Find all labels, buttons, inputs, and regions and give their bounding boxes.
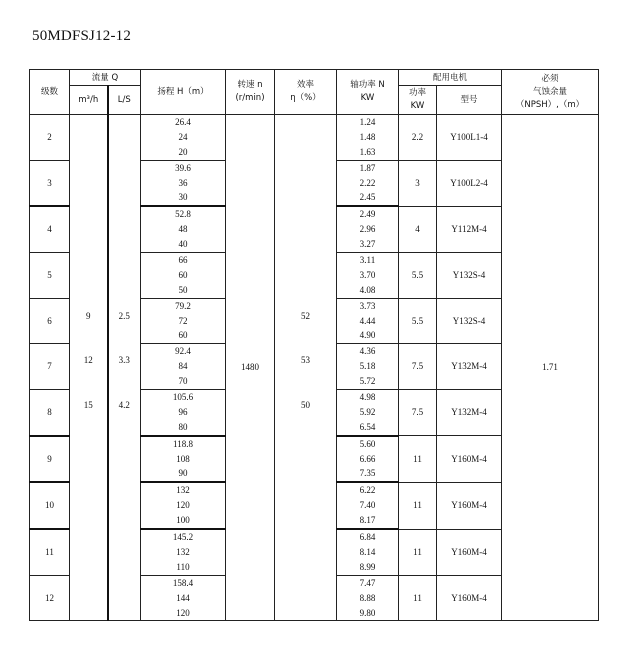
motor-model-cell: Y100L2-4 <box>437 160 502 206</box>
stage-cell: 6 <box>30 298 70 344</box>
head-cell-values <box>141 437 225 482</box>
table-row <box>30 115 599 161</box>
head-cell-value: 52.8 <box>175 209 191 220</box>
shaft-power-cell-value: 4.08 <box>359 284 376 295</box>
shaft-power-cell <box>337 529 399 575</box>
head-cell <box>141 344 226 390</box>
shaft-power-cell-value: 8.17 <box>359 515 376 526</box>
shaft-power-cell-value: 4.98 <box>359 392 376 403</box>
head-cell-value: 36 <box>178 177 188 188</box>
header-flow-ls: L/S <box>108 86 141 115</box>
header-shaft-power-label: 轴功率 N <box>350 80 385 90</box>
head-cell <box>141 390 226 436</box>
head-cell-value: 118.8 <box>173 438 193 449</box>
head-cell-value: 20 <box>178 146 188 157</box>
flow-ls-cell-value: 4.2 <box>118 400 130 411</box>
efficiency-cell <box>275 115 337 621</box>
head-cell-value: 90 <box>178 468 188 479</box>
header-motor-model: 型号 <box>437 86 502 115</box>
shaft-power-cell-value: 3.70 <box>359 269 376 280</box>
head-cell-value: 80 <box>178 421 188 432</box>
shaft-power-cell-values <box>337 253 398 298</box>
motor-power-cell: 11 <box>399 529 437 575</box>
motor-model-cell: Y132S-4 <box>437 298 502 344</box>
shaft-power-cell-values <box>337 390 398 435</box>
head-cell-values <box>141 161 225 206</box>
shaft-power-cell-values <box>337 483 398 528</box>
shaft-power-cell-value: 7.40 <box>359 500 376 511</box>
header-npsh <box>502 70 599 115</box>
head-cell-value: 120 <box>176 500 190 511</box>
flow-ls-cell <box>108 115 141 621</box>
motor-power-cell: 4 <box>399 206 437 252</box>
shaft-power-cell-value: 8.14 <box>359 546 376 557</box>
head-cell-values <box>141 530 225 575</box>
stage-cell: 2 <box>30 115 70 161</box>
head-cell-value: 30 <box>178 192 188 203</box>
header-efficiency <box>275 70 337 115</box>
motor-model-cell: Y160M-4 <box>437 482 502 529</box>
shaft-power-cell-value: 4.36 <box>359 346 376 357</box>
shaft-power-cell-values <box>337 344 398 389</box>
shaft-power-cell-value: 5.18 <box>359 361 376 372</box>
head-cell-value: 66 <box>178 255 188 266</box>
head-cell <box>141 253 226 299</box>
head-cell-value: 72 <box>178 315 188 326</box>
head-cell <box>141 115 226 161</box>
motor-model-cell: Y160M-4 <box>437 575 502 621</box>
header-motor-power-unit: KW <box>410 101 425 111</box>
motor-power-cell: 11 <box>399 436 437 483</box>
efficiency-cell-value: 52 <box>301 310 310 321</box>
flow-m3h-cell-value: 12 <box>83 355 93 366</box>
shaft-power-cell-values <box>337 576 398 621</box>
motor-model-cell: Y112M-4 <box>437 206 502 252</box>
head-cell-value: 79.2 <box>175 300 191 311</box>
stage-cell: 12 <box>30 575 70 621</box>
motor-power-cell: 5.5 <box>399 298 437 344</box>
header-motor-power-label: 功率 <box>408 88 426 98</box>
head-cell-value: 105.6 <box>172 392 194 403</box>
head-cell-value: 120 <box>176 607 190 618</box>
head-cell-value: 96 <box>178 406 188 417</box>
table-body <box>30 115 599 621</box>
head-cell-values <box>141 207 225 252</box>
motor-power-cell: 11 <box>399 482 437 529</box>
shaft-power-cell-value: 3.27 <box>359 239 376 250</box>
shaft-power-cell-value: 1.48 <box>359 131 376 142</box>
shaft-power-cell <box>337 344 399 390</box>
motor-power-cell: 2.2 <box>399 115 437 161</box>
head-cell <box>141 529 226 575</box>
head-cell-value: 132 <box>176 546 190 557</box>
flow-m3h-cell-values <box>70 294 107 428</box>
shaft-power-cell-values <box>337 207 398 252</box>
shaft-power-cell-values <box>337 530 398 575</box>
shaft-power-cell-value: 2.96 <box>359 224 376 235</box>
stage-cell: 5 <box>30 253 70 299</box>
speed-cell: 1480 <box>226 115 275 621</box>
motor-power-cell: 7.5 <box>399 344 437 390</box>
shaft-power-cell <box>337 575 399 621</box>
header-npsh-line2: 气蚀余量 <box>533 86 568 97</box>
head-cell-values <box>141 390 225 435</box>
shaft-power-cell <box>337 253 399 299</box>
stage-cell: 10 <box>30 482 70 529</box>
header-speed-label: 转速 n <box>237 80 263 90</box>
shaft-power-cell-value: 1.63 <box>359 146 376 157</box>
head-cell <box>141 575 226 621</box>
efficiency-cell-values <box>275 294 336 428</box>
head-cell <box>141 160 226 206</box>
header-speed-unit: (r/min) <box>235 93 265 103</box>
flow-ls-cell-value: 2.5 <box>118 310 130 321</box>
header-motor-power <box>399 86 437 115</box>
shaft-power-cell-value: 8.88 <box>359 592 376 603</box>
header-npsh-line1: 必须 <box>541 73 559 84</box>
shaft-power-cell <box>337 436 399 483</box>
head-cell <box>141 482 226 529</box>
head-cell-value: 48 <box>178 224 188 235</box>
shaft-power-cell-value: 7.35 <box>359 468 376 479</box>
header-motor: 配用电机 <box>399 70 502 86</box>
shaft-power-cell-value: 6.66 <box>359 453 376 464</box>
head-cell-value: 92.4 <box>175 346 191 357</box>
header-efficiency-unit: η（%） <box>290 93 321 103</box>
head-cell-value: 84 <box>178 361 188 372</box>
shaft-power-cell-value: 6.22 <box>359 485 376 496</box>
header-flow: 流量 Q <box>70 70 141 86</box>
head-cell-value: 60 <box>178 330 188 341</box>
shaft-power-cell-value: 4.44 <box>359 315 376 326</box>
stage-cell: 8 <box>30 390 70 436</box>
head-cell-values <box>141 344 225 389</box>
shaft-power-cell-value: 7.47 <box>359 577 376 588</box>
shaft-power-cell-value: 2.22 <box>359 177 376 188</box>
shaft-power-cell <box>337 298 399 344</box>
head-cell-values <box>141 115 225 160</box>
head-cell-values <box>141 483 225 528</box>
header-npsh-line3: （NPSH）,（m） <box>515 99 585 110</box>
motor-model-cell: Y160M-4 <box>437 436 502 483</box>
head-cell <box>141 436 226 483</box>
motor-model-cell: Y132S-4 <box>437 253 502 299</box>
shaft-power-cell-value: 3.11 <box>359 255 376 266</box>
shaft-power-cell-value: 6.54 <box>359 421 376 432</box>
head-cell-value: 100 <box>176 515 190 526</box>
head-cell <box>141 206 226 252</box>
motor-power-cell: 3 <box>399 160 437 206</box>
head-cell-value: 60 <box>178 269 188 280</box>
shaft-power-cell <box>337 115 399 161</box>
shaft-power-cell-value: 5.72 <box>359 376 376 387</box>
stage-cell: 11 <box>30 529 70 575</box>
motor-model-cell: Y132M-4 <box>437 390 502 436</box>
flow-m3h-cell-value: 15 <box>83 400 93 411</box>
stage-cell: 4 <box>30 206 70 252</box>
header-shaft-power <box>337 70 399 115</box>
shaft-power-cell <box>337 206 399 252</box>
shaft-power-cell-value: 3.73 <box>359 300 376 311</box>
shaft-power-cell-values <box>337 437 398 482</box>
shaft-power-cell-values <box>337 161 398 206</box>
head-cell-values <box>141 299 225 344</box>
shaft-power-cell-value: 5.60 <box>359 438 376 449</box>
shaft-power-cell-value: 1.87 <box>359 162 376 173</box>
header-efficiency-label: 效率 <box>296 80 314 90</box>
efficiency-cell-value: 53 <box>301 355 310 366</box>
head-cell-value: 50 <box>178 284 188 295</box>
shaft-power-cell-value: 8.99 <box>359 561 376 572</box>
shaft-power-cell-value: 9.80 <box>359 607 376 618</box>
shaft-power-cell-values <box>337 115 398 160</box>
header-flow-m3h: m³/h <box>70 86 108 115</box>
head-cell-value: 70 <box>178 376 188 387</box>
shaft-power-cell-value: 5.92 <box>359 406 376 417</box>
head-cell-value: 158.4 <box>172 577 194 588</box>
motor-model-cell: Y100L1-4 <box>437 115 502 161</box>
header-stage: 级数 <box>30 70 70 115</box>
head-cell-value: 24 <box>178 131 188 142</box>
shaft-power-cell-value: 2.45 <box>359 192 376 203</box>
shaft-power-cell-value: 2.49 <box>359 209 376 220</box>
shaft-power-cell-value: 1.24 <box>359 117 376 127</box>
shaft-power-cell-value: 6.84 <box>359 532 376 543</box>
head-cell <box>141 298 226 344</box>
motor-power-cell: 7.5 <box>399 390 437 436</box>
motor-power-cell: 5.5 <box>399 253 437 299</box>
stage-cell: 9 <box>30 436 70 483</box>
head-cell-value: 40 <box>178 239 188 250</box>
head-cell-value: 145.2 <box>172 532 194 543</box>
shaft-power-cell-values <box>337 299 398 344</box>
flow-ls-cell-value: 3.3 <box>118 355 130 366</box>
shaft-power-cell <box>337 390 399 436</box>
head-cell-value: 110 <box>176 561 190 572</box>
head-cell-value: 132 <box>176 485 190 496</box>
efficiency-cell-value: 50 <box>301 400 310 411</box>
motor-model-cell: Y132M-4 <box>437 344 502 390</box>
stage-cell: 7 <box>30 344 70 390</box>
stage-cell: 3 <box>30 160 70 206</box>
pump-spec-table <box>29 69 599 621</box>
head-cell-value: 26.4 <box>175 117 191 127</box>
head-cell-values <box>141 576 225 621</box>
document-title: 50MDFSJ12-12 <box>32 28 132 44</box>
shaft-power-cell <box>337 482 399 529</box>
npsh-cell: 1.71 <box>502 115 599 621</box>
head-cell-value: 39.6 <box>175 162 191 173</box>
header-speed <box>226 70 275 115</box>
flow-m3h-cell-value: 9 <box>86 310 91 321</box>
flow-m3h-cell <box>70 115 108 621</box>
header-shaft-power-unit: KW <box>360 93 375 103</box>
shaft-power-cell-value: 4.90 <box>359 330 376 341</box>
header-head: 扬程 H（m） <box>141 70 226 115</box>
head-cell-value: 144 <box>176 592 190 603</box>
motor-model-cell: Y160M-4 <box>437 529 502 575</box>
shaft-power-cell <box>337 160 399 206</box>
head-cell-values <box>141 253 225 298</box>
head-cell-value: 108 <box>176 453 190 464</box>
flow-ls-cell-values <box>109 294 141 428</box>
motor-power-cell: 11 <box>399 575 437 621</box>
